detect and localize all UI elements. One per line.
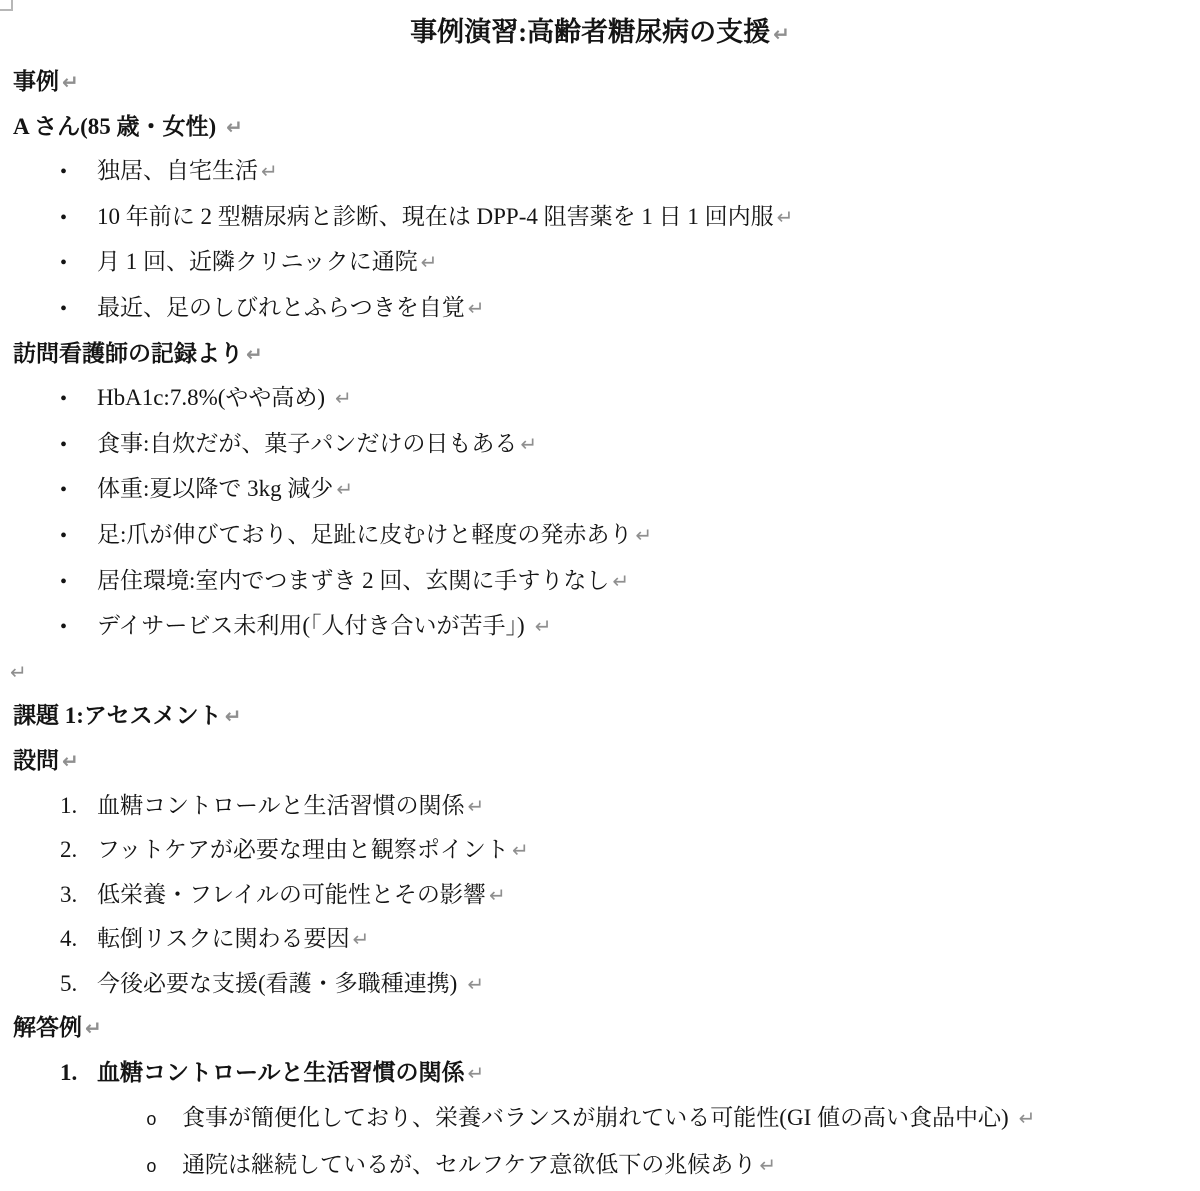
nurse-record-bullet-item: • 居住環境:室内でつまずき 2 回、玄関に手すりなし ↵: [0, 559, 1200, 605]
list-number: 2.: [60, 837, 78, 863]
paragraph-mark: ↵: [1018, 1105, 1036, 1130]
paragraph-mark: ↵: [85, 1016, 102, 1041]
answer-item: 1. 血糖コントロールと生活習慣の関係 ↵: [0, 1051, 1200, 1096]
empty-paragraph: [0, 650, 1200, 695]
task1-heading: 課題 1:アセスメント ↵: [13, 703, 242, 729]
paragraph-mark: ↵: [420, 250, 438, 275]
paragraph-mark: ↵: [224, 704, 242, 729]
answer-sub-item: o 食事が簡便化しており、栄養バランスが崩れている可能性(GI 値の高い食品中心) ↵: [0, 1096, 1200, 1144]
paragraph-mark: ↵: [635, 522, 653, 547]
case-bullet-item: • 月 1 回、近隣クリニックに通院 ↵: [0, 240, 1200, 286]
bullet-icon: •: [60, 252, 68, 275]
bullet-icon: •: [60, 206, 68, 229]
bullet-icon: •: [60, 388, 68, 411]
questions-heading: 設問 ↵: [13, 747, 79, 773]
bullet-icon: •: [60, 616, 68, 639]
bullet-icon: •: [60, 433, 68, 456]
answer-sub-item: o 通院は継続しているが、セルフケア意欲低下の兆候あり ↵: [0, 1143, 1200, 1191]
sub-bullet-icon: o: [146, 1158, 157, 1179]
bullet-icon: •: [60, 479, 68, 502]
paragraph-mark: ↵: [467, 1061, 485, 1086]
bullet-icon: •: [60, 524, 68, 547]
paragraph-mark: ↵: [10, 659, 27, 684]
list-number: 5.: [60, 970, 78, 996]
question-item: 4. 転倒リスクに関わる要因 ↵: [0, 917, 1200, 962]
paragraph-mark: ↵: [467, 971, 485, 996]
document-title-text: 事例演習:高齢者糖尿病の支援: [410, 17, 771, 47]
nurse-record-bullet-item: • 食事:自炊だが、菓子パンだけの日もある ↵: [0, 422, 1200, 468]
paragraph-mark: ↵: [773, 22, 790, 46]
case-bullet-item: • 10 年前に 2 型糖尿病と診断、現在は DPP-4 阻害薬を 1 日 1 回内服 ↵: [0, 195, 1200, 241]
paragraph-mark: ↵: [261, 159, 278, 184]
paragraph-mark: ↵: [246, 341, 263, 366]
case-bullet-item: • 最近、足のしびれとふらつきを自覚 ↵: [0, 286, 1200, 332]
paragraph-mark: ↵: [467, 295, 485, 320]
nurse-record-bullet-item: • 体重:夏以降で 3kg 減少 ↵: [0, 467, 1200, 513]
paragraph-mark: ↵: [62, 748, 79, 773]
list-number: 1.: [60, 1060, 78, 1086]
paragraph-mark: ↵: [759, 1153, 777, 1178]
question-item: 2. フットケアが必要な理由と観察ポイント ↵: [0, 828, 1200, 873]
paragraph-mark: ↵: [520, 431, 538, 456]
list-number: 4.: [60, 926, 78, 952]
document-title: [0, 6, 1200, 60]
paragraph-mark: ↵: [488, 882, 506, 907]
bullet-icon: •: [60, 570, 68, 593]
answers-heading: 解答例 ↵: [13, 1015, 102, 1041]
question-item: 1. 血糖コントロールと生活習慣の関係 ↵: [0, 784, 1200, 829]
paragraph-mark: ↵: [226, 114, 243, 139]
paragraph-mark: ↵: [467, 793, 485, 818]
paragraph-mark: ↵: [776, 204, 794, 229]
paragraph-mark: ↵: [336, 477, 354, 502]
case-bullet-item: • 独居、自宅生活 ↵: [0, 149, 1200, 195]
question-item: 5. 今後必要な支援(看護・多職種連携) ↵: [0, 962, 1200, 1007]
patient-heading: A さん(85 歳・女性) ↵: [13, 113, 243, 139]
paragraph-mark: ↵: [612, 568, 630, 593]
sub-bullet-icon: o: [146, 1110, 157, 1131]
paragraph-mark: ↵: [335, 386, 352, 411]
paragraph-mark: ↵: [352, 927, 370, 952]
case-heading: 事例 ↵: [13, 69, 79, 94]
text-boundary-corner-mark: [0, 0, 13, 11]
bullet-icon: •: [60, 297, 68, 320]
nurse-record-bullet-item: • デイサービス未利用(「人付き合いが苦手」) ↵: [0, 604, 1200, 650]
paragraph-mark: ↵: [511, 838, 529, 863]
list-number: 1.: [60, 792, 78, 818]
bullet-icon: •: [60, 161, 68, 184]
nurse-record-heading: 訪問看護師の記録より ↵: [13, 340, 263, 366]
list-number: 3.: [60, 881, 78, 907]
nurse-record-bullet-item: • 足:爪が伸びており、足趾に皮むけと軽度の発赤あり ↵: [0, 513, 1200, 559]
paragraph-mark: ↵: [62, 70, 79, 94]
question-item: 3. 低栄養・フレイルの可能性とその影響 ↵: [0, 873, 1200, 918]
nurse-record-bullet-item: • HbA1c:7.8%(やや高め) ↵: [0, 376, 1200, 422]
paragraph-mark: ↵: [534, 614, 552, 639]
